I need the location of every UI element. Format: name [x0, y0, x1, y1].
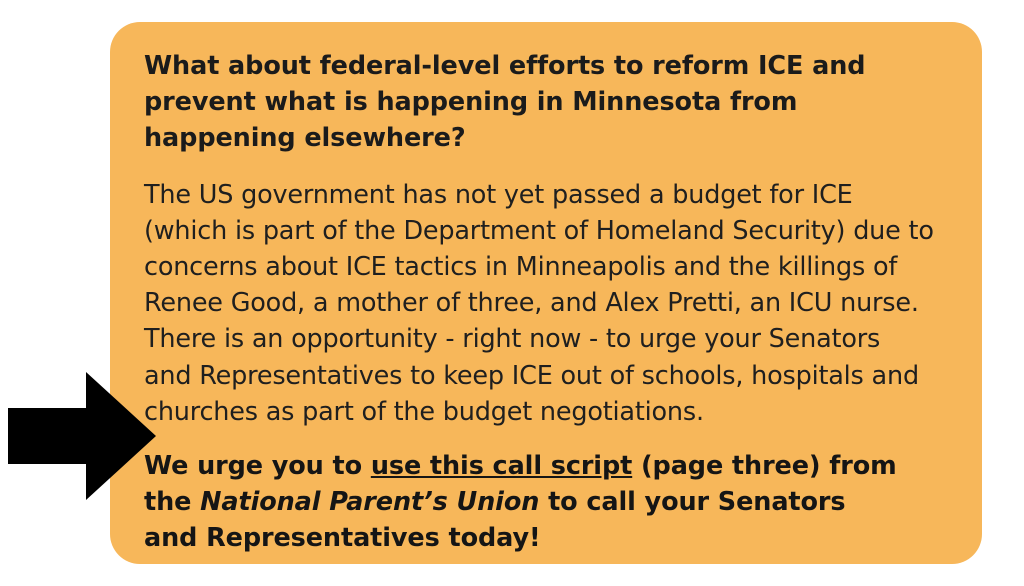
cta-text-before-link: We urge you to: [144, 451, 371, 482]
cta-text-tail: to call your Senators and Representatives today!: [144, 487, 846, 554]
right-arrow-icon: [8, 372, 156, 500]
call-script-link[interactable]: use this call script: [370, 451, 633, 482]
question-heading: What about federal-level efforts to reform ICE and prevent what is happening in Minnesota from happening elsewhere?: [144, 51, 866, 154]
call-to-action-paragraph: [144, 448, 904, 557]
cta-text-after-link: (page three) from the: [144, 451, 897, 518]
body-paragraph: The US government has not yet passed a budget for ICE (which is part of the Department of Homeland Security) due to concerns about ICE tactics in Minneapolis and the killings of Renee Good, a mother of three, and Alex Pretti, an ICU nurse. There is an opportunity - right now - to urge your Senators and Representatives to keep ICE out of schools, hospitals and churches as part of the budget negotiations.: [144, 179, 934, 427]
callout-card-content: [144, 48, 944, 557]
organization-name: National Parent’s Union: [200, 487, 540, 518]
